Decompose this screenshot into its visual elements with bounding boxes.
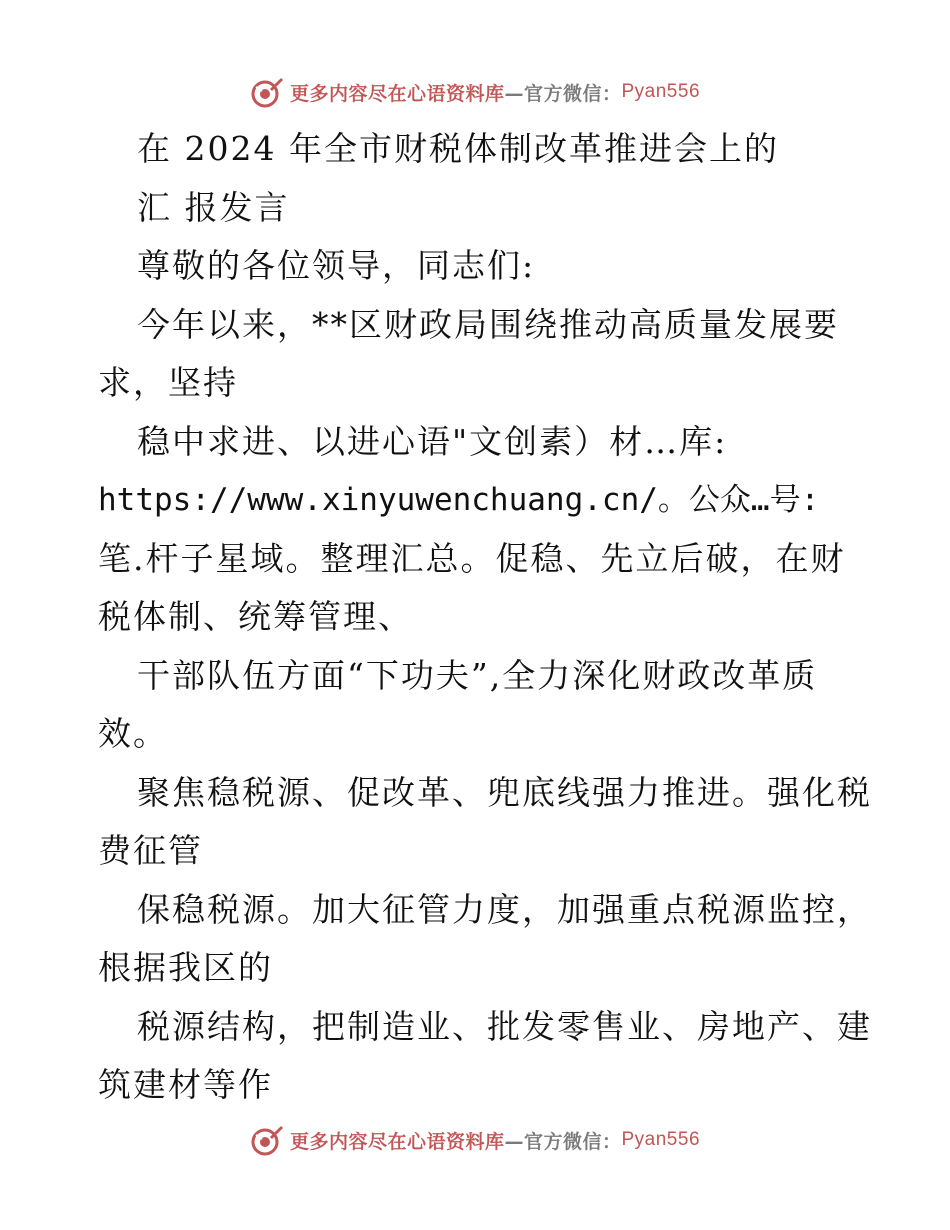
pen-logo-icon	[250, 75, 284, 109]
text-line: 今年以来，**区财政局围绕推动高质量发展要	[137, 304, 839, 344]
url-text-line: https://www.xinyuwenchuang.cn/。公众…号:	[98, 482, 820, 518]
text-line: 税源结构，把制造业、批发零售业、房地产、建	[137, 1006, 872, 1046]
watermark-official-label: —官方微信：	[504, 82, 622, 105]
watermark-wechat-id: Pyan556	[621, 1129, 701, 1150]
watermark-text: 更多内容尽在心语资料库	[289, 82, 505, 105]
watermark-text: 更多内容尽在心语资料库	[289, 1130, 505, 1153]
text-line: 聚焦稳税源、促改革、兜底线强力推进。强化税	[137, 772, 872, 812]
text-line: 尊敬的各位领导，同志们:	[137, 246, 536, 285]
footer-watermark	[0, 1120, 950, 1160]
header-watermark	[0, 72, 950, 112]
text-line: 在 2024 年全市财税体制改革推进会上的	[137, 129, 779, 168]
watermark-wechat-id: Pyan556	[621, 81, 701, 102]
text-line: 笔.杆子星域。整理汇总。促稳、先立后破，在财	[98, 538, 846, 578]
text-line: 干部队伍方面“下功夫”,全力深化财政改革质	[137, 655, 818, 695]
text-line: 汇 报发言	[137, 187, 290, 227]
text-line: 效。	[98, 714, 168, 753]
text-line: 求，坚持	[98, 363, 238, 402]
text-line: 保稳税源。加大征管力度，加强重点税源监控，	[137, 889, 872, 929]
text-line: 费征管	[98, 831, 203, 870]
text-line: 税体制、统筹管理、	[98, 597, 413, 636]
document-body	[98, 120, 872, 1115]
pen-logo-icon	[250, 1123, 284, 1157]
text-line: 根据我区的	[98, 948, 273, 987]
text-line: 稳中求进、以进心语"文创素）材…库:	[137, 421, 728, 461]
text-line: 筑建材等作	[98, 1065, 273, 1104]
watermark-official-label: —官方微信：	[504, 1130, 622, 1153]
